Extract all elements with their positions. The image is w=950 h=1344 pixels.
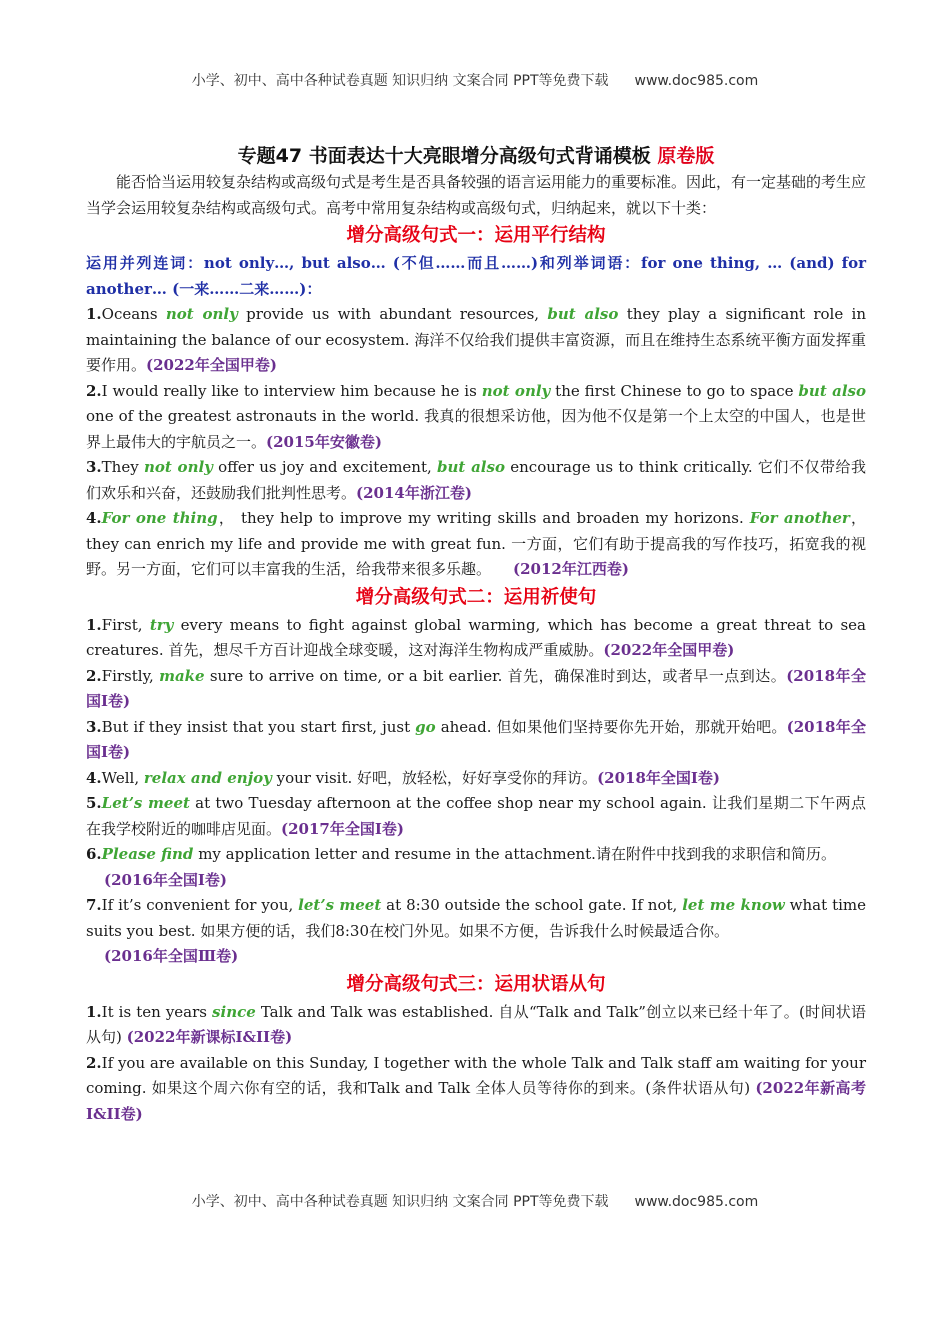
example-sentence: 4.Well, relax and enjoy your visit. 好吧，放轻松，好好享受你的拜访。(2018年全国Ⅰ卷) xyxy=(86,768,721,787)
example-sentence: 3.But if they insist that you start first, just go ahead. 但如果他们坚持要你先开始，那就开始吧。(2018年全国Ⅰ卷) xyxy=(86,717,866,761)
source-label: (2014年浙江卷) xyxy=(356,483,472,502)
source-label: (2018年全国Ⅰ卷) xyxy=(86,666,866,710)
source-label: (2022年新高考Ⅰ&II卷) xyxy=(86,1079,866,1123)
footer-text: 小学、初中、高中各种试卷真题 知识归纳 文案合同 PPT等免费下载 xyxy=(191,1194,609,1210)
source-label: (2017年全国Ⅰ卷) xyxy=(281,819,404,838)
page-header xyxy=(0,70,950,90)
section-heading-2: 增分高级句式二：运用祈使句 xyxy=(355,586,597,608)
footer-url[interactable]: www.doc985.com xyxy=(634,1194,759,1210)
section-heading-3: 增分高级句式三：运用状语从句 xyxy=(346,973,606,995)
section-heading-1: 增分高级句式一：运用平行结构 xyxy=(346,225,606,246)
title-main: 专题47 书面表达十大亮眼增分高级句式背诵模板 xyxy=(237,145,658,167)
example-sentence: 1.Oceans not only provide us with abundant resources, but also they play a significant role in maintaining the balance of our ecosystem. 海洋不仅给我们提供丰富资源，而且在维持生态系统平衡方面发挥重要作用。(2022年全国甲卷) xyxy=(86,305,866,374)
header-text: 小学、初中、高中各种试卷真题 知识归纳 文案合同 PPT等免费下载 xyxy=(191,73,609,89)
example-sentence: 2.Firstly, make sure to arrive on time, or a bit earlier. 首先，确保准时到达，或者早一点到达。(2018年全国Ⅰ卷) xyxy=(86,666,866,710)
source-label: (2015年安徽卷) xyxy=(266,432,382,451)
source-label: (2022年全国甲卷) xyxy=(146,356,277,374)
example-sentence: 2.If you are available on this Sunday, I together with the whole Talk and Talk staff am waiting for your coming. 如果这个周六你有空的话，我和Talk and Talk 全体人员等待你的到来。(条件状语从句) (2022年新高考Ⅰ&II卷) xyxy=(86,1053,866,1123)
source-label: (2018年全国Ⅰ卷) xyxy=(597,768,721,787)
example-sentence: 6.Please find my application letter and resume in the attachment.请在附件中找到我的求职信和简历。 (2016年全国Ⅰ卷) xyxy=(86,845,836,889)
example-sentence: 1.First, try every means to fight against global warming, which has become a great threat to sea creatures. 首先，想尽千方百计迎战全球变暖，这对海洋生物构成严重威胁。(2022年全国甲卷) xyxy=(86,615,866,659)
source-label: (2018年全国Ⅰ卷) xyxy=(86,717,866,761)
example-sentence: 4.For one thing， they help to improve my writing skills and broaden my horizons. For another，they can enrich my life and provide me with great fun. 一方面，它们有助于提高我的写作技巧，拓宽我的视野。另一方面，它们可以丰富我的生活，给我带来很多乐趣。 (2012年江西卷) xyxy=(86,509,866,578)
document-body xyxy=(86,142,866,1127)
source-label: (2016年全国Ⅰ卷) xyxy=(104,870,227,889)
source-label: (2012年江西卷) xyxy=(513,560,629,578)
example-sentence: 2.I would really like to interview him because he is not only the first Chinese to go to space but also one of the greatest astronauts in the world. 我真的很想采访他，因为他不仅是第一个上太空的中国人，也是世界上最伟大的宇航员之一。(2015年安徽卷) xyxy=(86,381,866,451)
page-footer xyxy=(0,1191,950,1211)
intro-paragraph: 能否恰当运用较复杂结构或高级句式是考生是否具备较强的语言运用能力的重要标准。因此，有一定基础的考生应当学会运用较复杂结构或高级句式。高考中常用复杂结构或高级句式，归纳起来，就以下十类： xyxy=(86,173,867,217)
source-label: (2016年全国Ⅲ卷) xyxy=(104,947,239,965)
example-sentence: 1.It is ten years since Talk and Talk was established. 自从“Talk and Talk”创立以来已经十年了。(时间状语从句) (2022年新课标Ⅰ&II卷) xyxy=(86,1002,866,1046)
source-label: (2022年全国甲卷) xyxy=(603,641,735,659)
title-tag: 原卷版 xyxy=(657,145,715,167)
page-title xyxy=(86,142,866,170)
source-label: (2022年新课标Ⅰ&II卷) xyxy=(126,1028,293,1046)
header-url[interactable]: www.doc985.com xyxy=(634,73,759,89)
example-sentence: 7.If it’s convenient for you, let’s meet at 8:30 outside the school gate. If not, let me know what time suits you best. 如果方便的话，我们8:30在校门外见。如果不方便，告诉我什么时候最适合你。 (2016年全国Ⅲ卷) xyxy=(86,896,866,965)
example-sentence: 5.Let’s meet at two Tuesday afternoon at the coffee shop near my school again. 让我们星期二下午两点在我学校附近的咖啡店见面。(2017年全国Ⅰ卷) xyxy=(86,794,866,838)
section-note: 运用并列连词：not only…, but also… (不但……而且……)和列举词语：for one thing, … (and) for another… (一来……二来……)： xyxy=(86,254,866,298)
example-sentence: 3.They not only offer us joy and excitement, but also encourage us to think critically. 它们不仅带给我们欢乐和兴奋，还鼓励我们批判性思考。(2014年浙江卷) xyxy=(86,458,866,502)
